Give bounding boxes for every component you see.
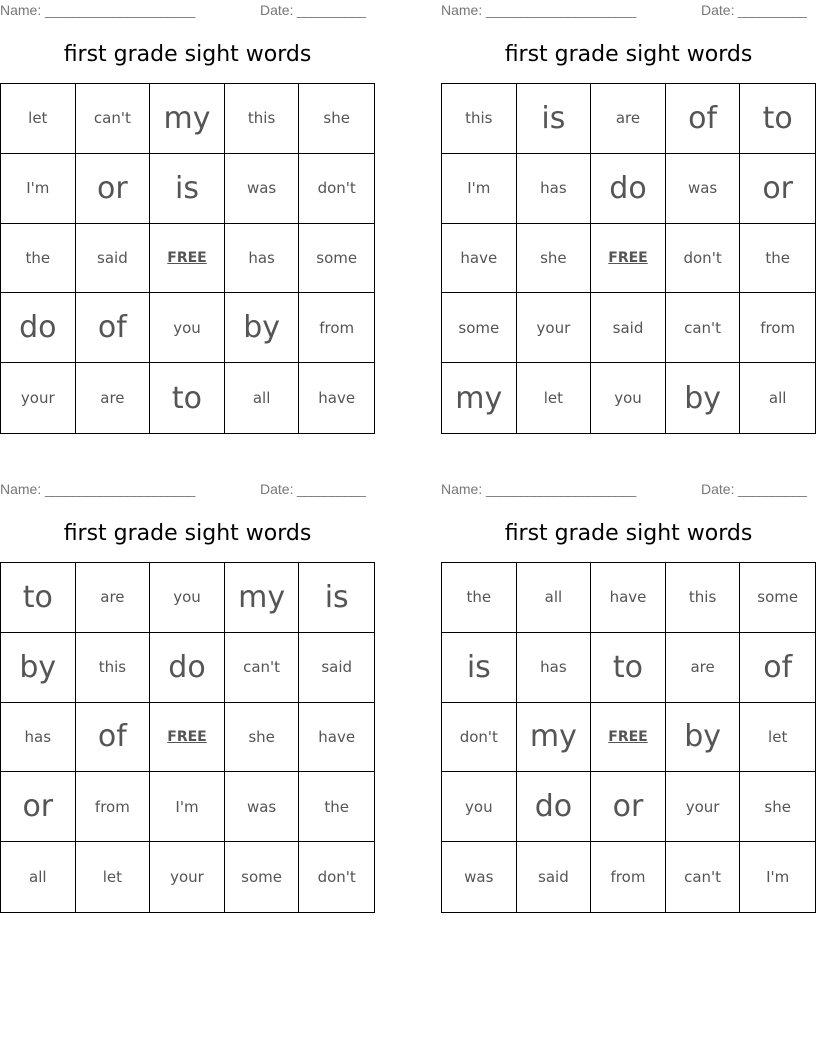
word-cell: of	[740, 633, 815, 703]
bingo-grid	[441, 562, 816, 913]
word-cell: your	[150, 842, 225, 912]
date-label: Date:	[701, 481, 735, 497]
word-cell: was	[225, 154, 300, 224]
word-cell: is	[150, 154, 225, 224]
word-cell: have	[299, 703, 374, 773]
name-label: Name:	[441, 481, 483, 497]
word-cell: said	[591, 293, 666, 363]
word-cell: are	[666, 633, 741, 703]
word-cell: the	[299, 772, 374, 842]
word-cell: my	[517, 703, 592, 773]
word-cell: have	[442, 224, 517, 294]
name-blank: ______________________	[45, 481, 195, 497]
word-cell: said	[517, 842, 592, 912]
word-cell: she	[740, 772, 815, 842]
word-cell: are	[591, 84, 666, 154]
bingo-grid	[0, 562, 375, 913]
word-cell: or	[76, 154, 151, 224]
date-blank: __________	[297, 2, 365, 18]
word-cell: your	[517, 293, 592, 363]
word-cell: to	[1, 563, 76, 633]
word-cell: is	[299, 563, 374, 633]
word-cell: can't	[225, 633, 300, 703]
word-cell: don't	[299, 154, 374, 224]
bingo-card	[0, 0, 375, 440]
word-cell: all	[225, 363, 300, 433]
date-blank: __________	[297, 481, 365, 497]
word-cell: this	[666, 563, 741, 633]
word-cell: is	[517, 84, 592, 154]
word-cell: to	[591, 633, 666, 703]
word-cell: I'm	[766, 868, 790, 887]
word-cell: of	[666, 84, 741, 154]
word-cell: this	[76, 633, 151, 703]
bingo-grid	[0, 83, 375, 434]
word-cell: do	[1, 293, 76, 363]
word-cell: let	[76, 842, 151, 912]
word-cell: do	[591, 154, 666, 224]
word-cell: has	[1, 703, 76, 773]
word-cell: some	[442, 293, 517, 363]
word-cell: she	[225, 703, 300, 773]
name-blank: ______________________	[486, 2, 636, 18]
word-cell: let	[517, 363, 592, 433]
word-cell: the	[1, 224, 76, 294]
word-cell: has	[517, 633, 592, 703]
word-cell: some	[225, 842, 300, 912]
word-cell: from	[76, 772, 151, 842]
word-cell: don't	[442, 703, 517, 773]
word-cell: is	[442, 633, 517, 703]
name-blank: ______________________	[45, 2, 195, 18]
bingo-card	[441, 479, 816, 919]
free-space: FREE	[591, 703, 666, 773]
word-cell: has	[517, 154, 592, 224]
name-date-header	[441, 481, 816, 499]
word-cell: I'm	[1, 154, 76, 224]
word-cell: or	[1, 772, 76, 842]
word-cell: she	[299, 84, 374, 154]
word-cell: was	[442, 842, 517, 912]
word-cell: she	[517, 224, 592, 294]
word-cell: all	[768, 389, 787, 408]
word-cell: from	[740, 293, 815, 363]
name-label: Name:	[0, 2, 42, 18]
date-blank: __________	[738, 481, 806, 497]
word-cell: can't	[76, 84, 151, 154]
card-title: first grade sight words	[63, 42, 312, 67]
date-label: Date:	[260, 481, 294, 497]
word-cell: by	[666, 363, 741, 433]
word-cell: I'm	[442, 154, 517, 224]
word-cell: are	[76, 363, 151, 433]
word-cell: all	[517, 563, 592, 633]
name-blank: ______________________	[486, 481, 636, 497]
word-cell: by	[225, 293, 300, 363]
word-cell: the	[442, 563, 517, 633]
bingo-card	[441, 0, 816, 440]
free-space: FREE	[150, 703, 225, 773]
name-date-header	[0, 2, 375, 20]
bingo-grid	[441, 83, 816, 434]
word-cell: have	[318, 389, 356, 408]
word-cell: my	[225, 563, 300, 633]
word-cell: let	[740, 703, 815, 773]
word-cell: of	[76, 703, 151, 773]
free-space: FREE	[150, 224, 225, 294]
word-cell: this	[442, 84, 517, 154]
word-cell: was	[225, 772, 300, 842]
name-date-header	[441, 2, 816, 20]
date-label: Date:	[260, 2, 294, 18]
word-cell: let	[1, 84, 76, 154]
word-cell: don't	[666, 224, 741, 294]
word-cell: have	[591, 563, 666, 633]
word-cell: my	[150, 84, 225, 154]
word-cell: has	[225, 224, 300, 294]
word-cell: some	[740, 563, 815, 633]
word-cell: I'm	[150, 772, 225, 842]
word-cell: do	[150, 633, 225, 703]
word-cell: to	[740, 84, 815, 154]
word-cell: my	[442, 363, 517, 433]
word-cell: can't	[666, 293, 741, 363]
word-cell: you	[150, 293, 225, 363]
word-cell: from	[299, 293, 374, 363]
word-cell: by	[1, 633, 76, 703]
word-cell: are	[76, 563, 151, 633]
word-cell: you	[150, 563, 225, 633]
word-cell: your	[1, 363, 76, 433]
word-cell: or	[740, 154, 815, 224]
date-blank: __________	[738, 2, 806, 18]
card-title: first grade sight words	[63, 521, 312, 546]
word-cell: of	[76, 293, 151, 363]
word-cell: the	[740, 224, 815, 294]
word-cell: your	[666, 772, 741, 842]
bingo-card	[0, 479, 375, 919]
word-cell: this	[225, 84, 300, 154]
date-label: Date:	[701, 2, 735, 18]
word-cell: some	[299, 224, 374, 294]
word-cell: said	[299, 633, 374, 703]
word-cell: by	[666, 703, 741, 773]
card-title: first grade sight words	[504, 521, 753, 546]
word-cell: from	[591, 842, 666, 912]
word-cell: do	[517, 772, 592, 842]
free-space: FREE	[591, 224, 666, 294]
word-cell: don't	[317, 868, 356, 887]
word-cell: to	[150, 363, 225, 433]
name-date-header	[0, 481, 375, 499]
name-label: Name:	[0, 481, 42, 497]
word-cell: or	[591, 772, 666, 842]
word-cell: can't	[666, 842, 741, 912]
card-title: first grade sight words	[504, 42, 753, 67]
word-cell: you	[591, 363, 666, 433]
word-cell: said	[76, 224, 151, 294]
name-label: Name:	[441, 2, 483, 18]
word-cell: was	[666, 154, 741, 224]
word-cell: all	[1, 842, 76, 912]
word-cell: you	[442, 772, 517, 842]
